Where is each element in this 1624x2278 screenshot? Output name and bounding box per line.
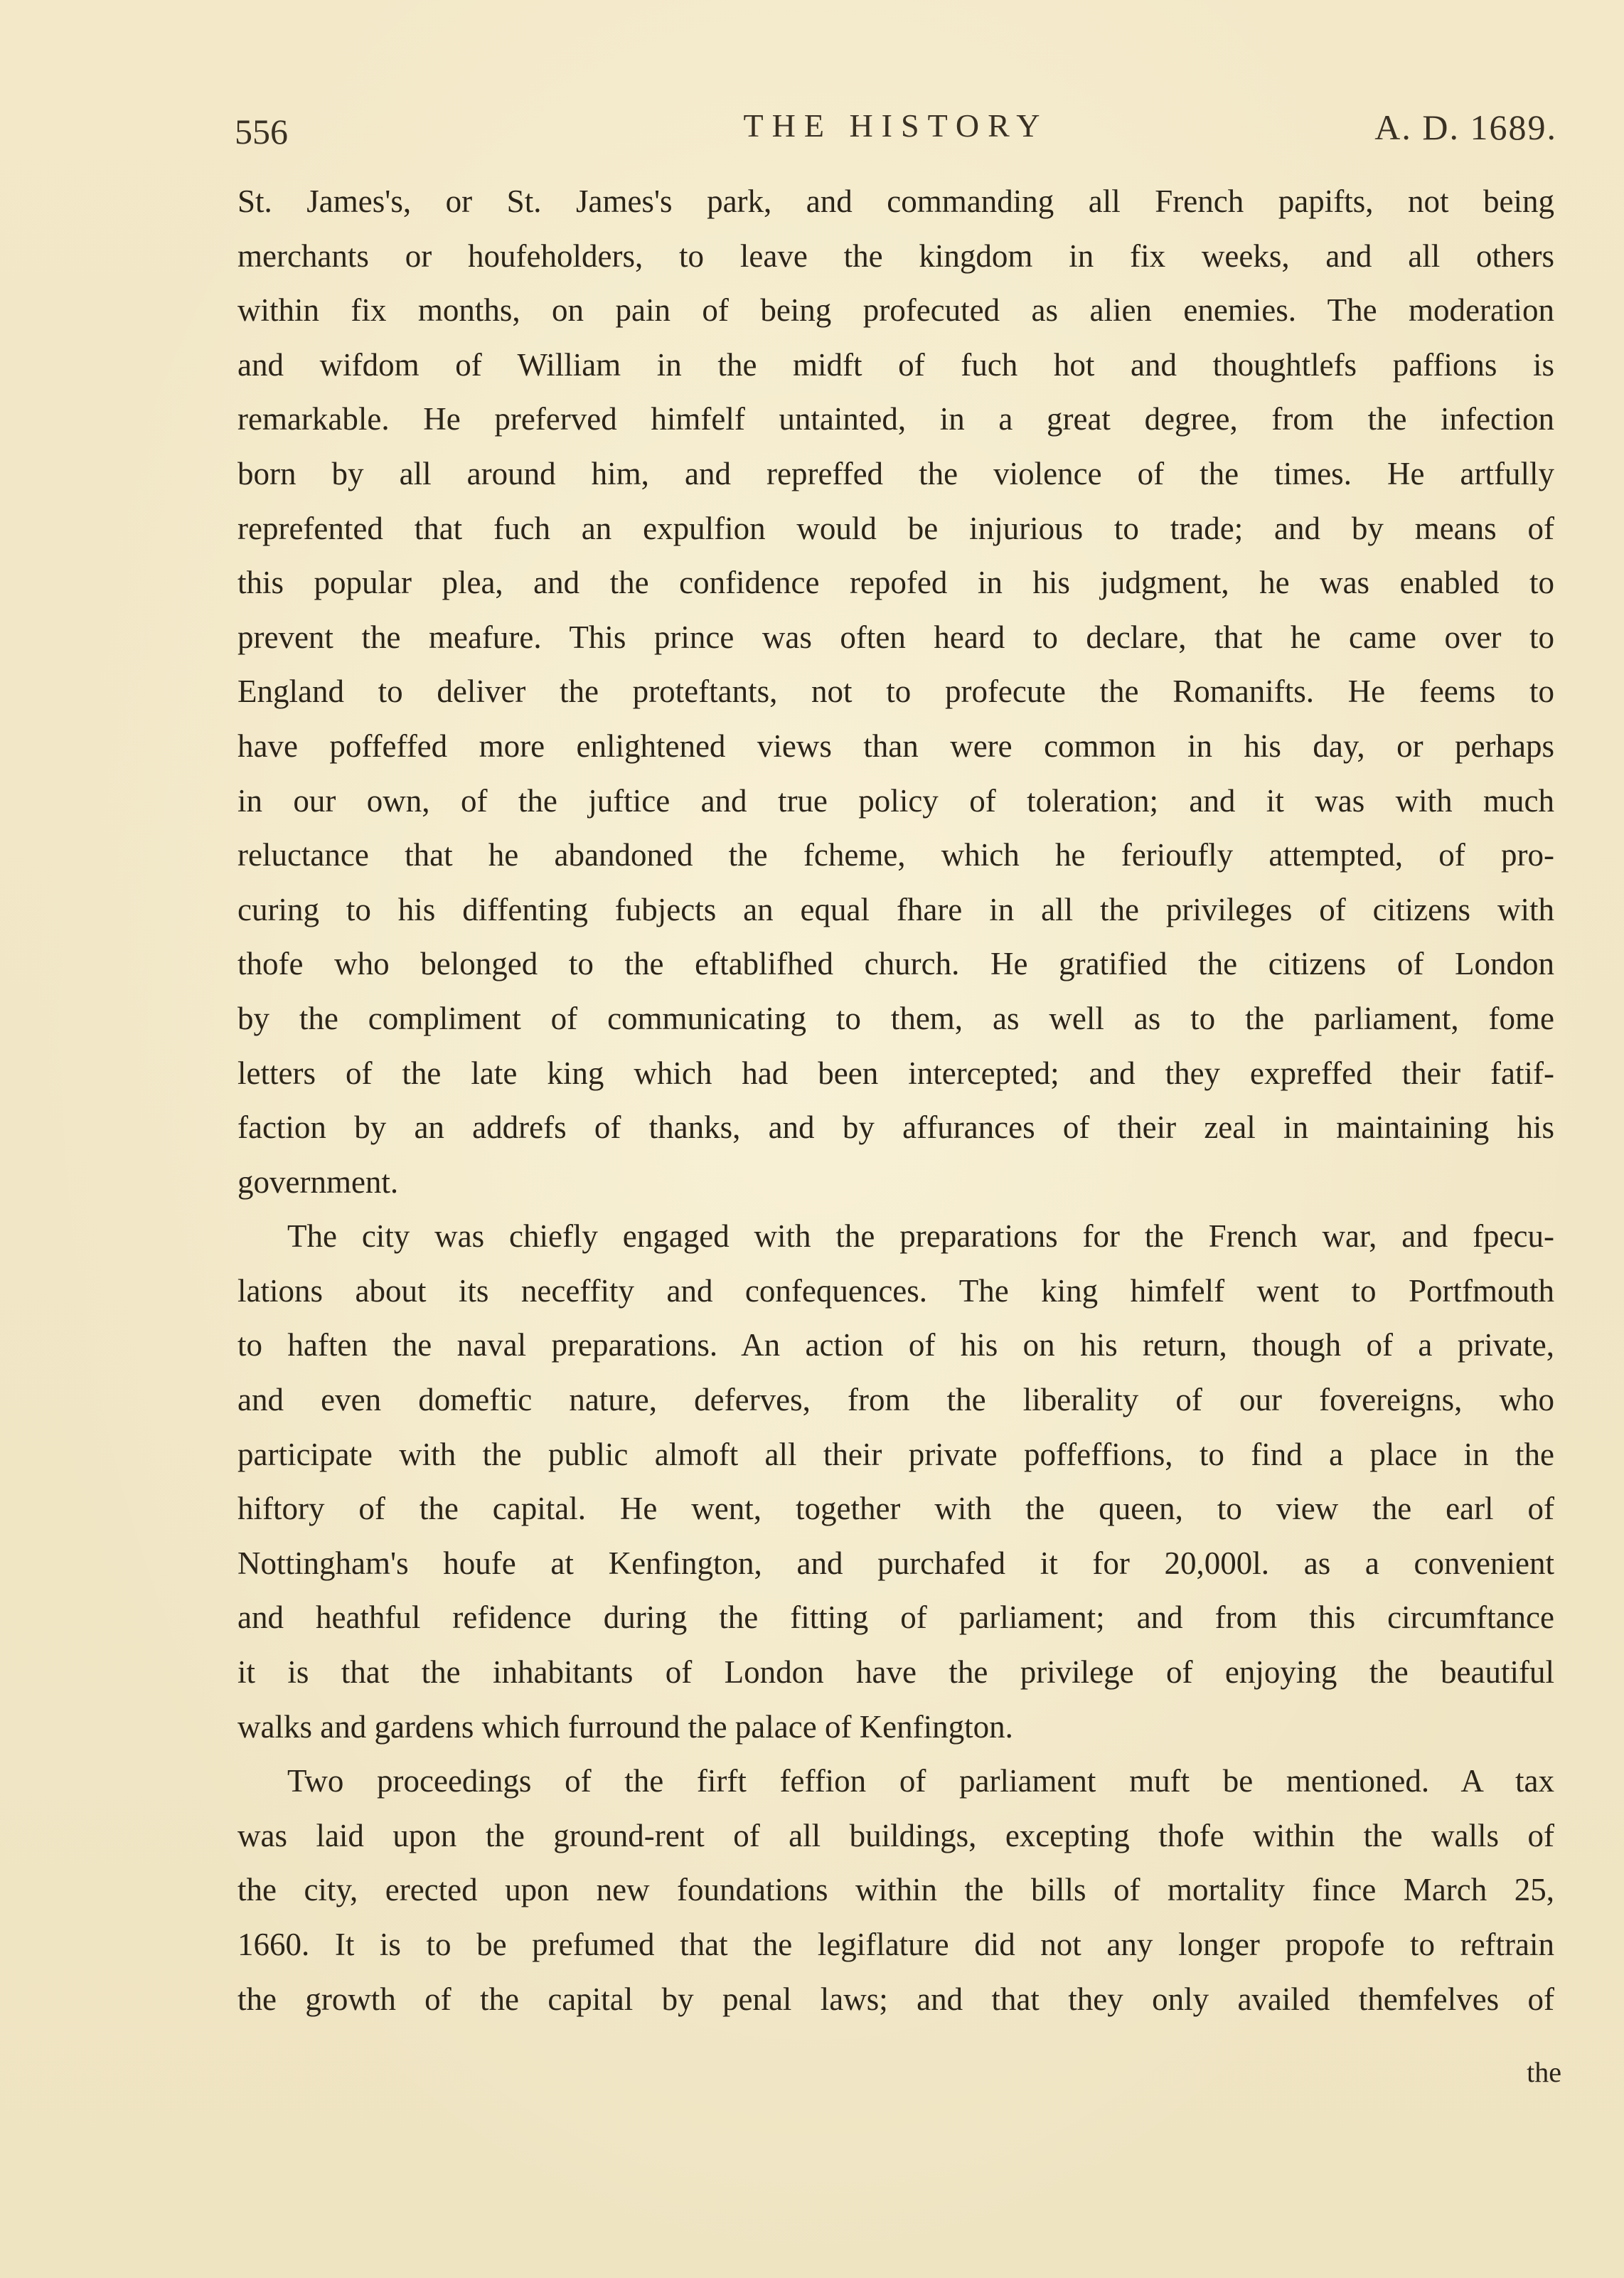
text-line: Nottingham's houfe at Kenfington, and purchafed it for 20,000l. as a convenient bbox=[237, 1545, 1554, 1581]
text-line: to haften the naval preparations. An action of his on his return, though of a private, bbox=[237, 1327, 1554, 1363]
text-line: government. bbox=[237, 1164, 399, 1200]
running-title: THE HISTORY bbox=[743, 107, 1049, 144]
catchword: the bbox=[1527, 2056, 1561, 2088]
text-line: faction by an addrefs of thanks, and by affurances of their zeal in maintaining his bbox=[237, 1109, 1554, 1146]
text-line: prevent the meafure. This prince was often heard to declare, that he came over to bbox=[237, 619, 1554, 655]
text-line: merchants or houfeholders, to leave the kingdom in fix weeks, and all others bbox=[237, 238, 1554, 274]
text-line: curing to his diffenting fubjects an equal fhare in all the privileges of citizens with bbox=[237, 891, 1554, 927]
text-line: 1660. It is to be prefumed that the legiflature did not any longer propofe to reftrain bbox=[237, 1927, 1554, 1962]
text-line: reluctance that he abandoned the fcheme, which he ferioufly attempted, of pro- bbox=[237, 837, 1554, 873]
text-line: and heathful refidence during the fitting of parliament; and from this circumftance bbox=[237, 1600, 1554, 1636]
text-line: and wifdom of William in the midft of fuch hot and thoughtlefs paffions is bbox=[237, 346, 1554, 383]
text-line: hiftory of the capital. He went, together with the queen, to view the earl of bbox=[237, 1491, 1554, 1527]
text-line: by the compliment of communicating to them, as well as to the parliament, fome bbox=[237, 1000, 1554, 1036]
text-line: reprefented that fuch an expulfion would be injurious to trade; and by means of bbox=[237, 510, 1554, 546]
text-line: walks and gardens which furround the palace of Kenfington. bbox=[237, 1708, 1013, 1745]
text-line: and even domeftic nature, deferves, from the liberality of our fovereigns, who bbox=[237, 1382, 1554, 1418]
text-line: this popular plea, and the confidence repofed in his judgment, he was enabled to bbox=[237, 565, 1554, 601]
text-line: have poffeffed more enlightened views than were common in his day, or perhaps bbox=[237, 728, 1554, 764]
year-label: A. D. 1689. bbox=[1374, 107, 1557, 147]
text-line: born by all around him, and repreffed the violence of the times. He artfully bbox=[237, 455, 1554, 491]
text-line: the growth of the capital by penal laws; and that they only availed themfelves of bbox=[237, 1981, 1554, 2017]
text-line: it is that the inhabitants of London have the privilege of enjoying the beautiful bbox=[237, 1654, 1554, 1691]
text-line: thofe who belonged to the eftablifhed church. He gratified the citizens of London bbox=[237, 946, 1554, 982]
text-line: St. James's, or St. James's park, and commanding all French papifts, not being bbox=[237, 183, 1554, 219]
text-line: the city, erected upon new foundations within the bills of mortality fince March 25, bbox=[237, 1872, 1554, 1908]
text-line: England to deliver the proteftants, not to profecute the Romanifts. He feems to bbox=[237, 674, 1554, 710]
text-line: within fix months, on pain of being profecuted as alien enemies. The moderation bbox=[237, 292, 1554, 329]
text-line: in our own, of the juftice and true policy of toleration; and it was with much bbox=[237, 782, 1554, 819]
text-line: Two proceedings of the firft feffion of parliament muft be mentioned. A tax bbox=[287, 1763, 1554, 1799]
body-text bbox=[237, 174, 1554, 2026]
page-number: 556 bbox=[235, 112, 288, 151]
text-line: The city was chiefly engaged with the preparations for the French war, and fpecu- bbox=[287, 1218, 1554, 1255]
text-line: lations about its neceffity and confequences. The king himfelf went to Portfmouth bbox=[237, 1272, 1554, 1309]
text-line: was laid upon the ground-rent of all buildings, excepting thofe within the walls of bbox=[237, 1817, 1554, 1853]
text-line: participate with the public almoft all their private poffeffions, to find a place in the bbox=[237, 1436, 1554, 1472]
page-header bbox=[235, 107, 1557, 156]
text-line: remarkable. He preferved himfelf untainted, in a great degree, from the infection bbox=[237, 401, 1554, 437]
text-line: letters of the late king which had been intercepted; and they expreffed their fatif- bbox=[237, 1055, 1554, 1091]
